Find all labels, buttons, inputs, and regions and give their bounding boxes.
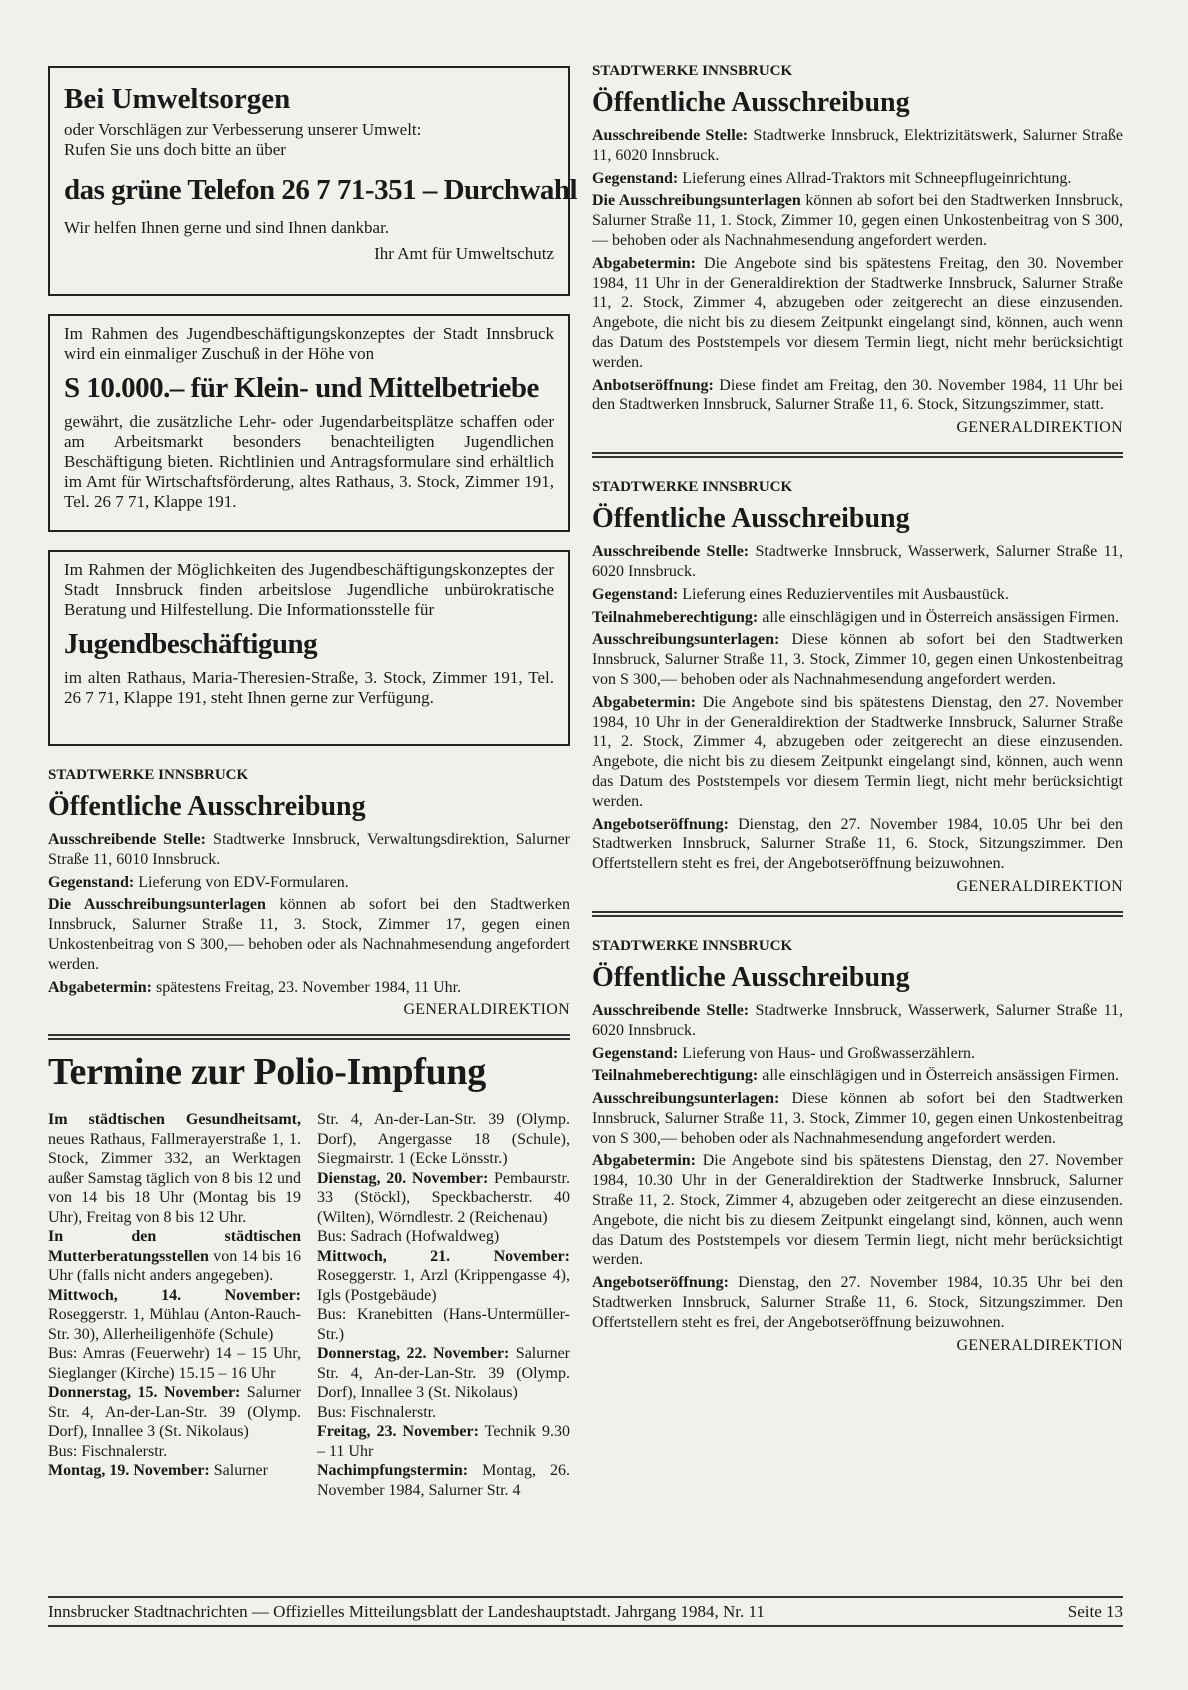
paragraph — [48, 1227, 301, 1286]
paragraph-label: Freitag, 23. November: — [317, 1423, 479, 1441]
paragraph-text: Lieferung eines Allrad-Traktors mit Schneepflugeinrichtung. — [678, 169, 1072, 187]
paragraph-text: Montag, 26. November 1984, Salurner Str. 4 — [317, 1462, 570, 1499]
paragraph-text: Die Angebote sind bis spätestens Dienstag, den 27. November 1984, 10 Uhr in der Generaldirektion der Stadtwerke Innsbruck, Salurner Straße 11, 2. Stock, Zimmer 4, abzugeben oder zeitgerecht an diese einzusenden. Angebote, die nicht bis zu diesem Zeitpunkt eingelangt sind, können, auch wenn das Datum des Poststempels vor diesem Termin liegt, nicht mehr berücksichtigt werden. — [592, 693, 1123, 810]
paragraph — [317, 1422, 570, 1461]
paragraph-text: Salurner — [209, 1462, 268, 1480]
paragraph-label: Angebotseröffnung: — [592, 815, 729, 833]
green-phone-number: das grüne Telefon 26 7 71-351 – Durchwahl — [64, 174, 578, 206]
paragraph-label: Anbotseröffnung: — [592, 376, 714, 394]
paragraph-text: Die Angebote sind bis spätestens Freitag, den 30. November 1984, 11 Uhr in der Generaldirektion der Stadtwerke Innsbruck, Salurner Straße 11, 2. Stock, Zimmer 4, abzugeben oder zeitgerecht an diese einzusenden. Angebote, die nicht bis zu diesem Zeitpunkt eingelangt sind, können, auch wenn das Datum des Poststempels vor diesem Termin liegt, nicht mehr berücksichtigt werden. — [592, 254, 1123, 371]
paragraph — [592, 815, 1123, 874]
environment-line-2: Rufen Sie uns doch bitte an über — [64, 140, 286, 159]
grant-body: gewährt, die zusätzliche Lehr- oder Jugendarbeitsplätze schaffen oder am Arbeitsmarkt besonders benachteiligten Jugendlichen Beschäftigung bieten. Richtlinien und Antragsformulare sind erhältlich im Amt für Wirtschaftsförderung, altes Rathaus, 3. Stock, Zimmer 191, Tel. 26 7 71, Klappe 191. — [64, 412, 554, 511]
paragraph-text: Stadtwerke Innsbruck, Wasserwerk, Salurner Straße 11, 6020 Innsbruck. — [592, 1001, 1124, 1039]
paragraph-label: Dienstag, 20. November: — [317, 1169, 489, 1187]
paragraph — [592, 542, 1123, 582]
tender-edv-forms — [48, 766, 570, 1020]
paragraph-label: Teilnahmeberechtigung: — [592, 608, 759, 626]
tender-headline: Öffentliche Ausschreibung — [592, 961, 910, 993]
paragraph-label: Ausschreibende Stelle: — [48, 831, 206, 848]
tender-headline: Öffentliche Ausschreibung — [592, 503, 910, 535]
paragraph-text: alle einschlägigen und in Österreich ansässigen Firmen. — [758, 608, 1120, 626]
paragraph-text: Dienstag, den 27. November 1984, 10.05 Uhr bei den Stadtwerken Innsbruck, Salurner Straße 11, 6. Stock, Sitzungszimmer. Den Offertstellern steht es frei, der Angebotseröffnung beizuwohnen. — [592, 815, 1123, 873]
paragraph-label: Abgabetermin: — [592, 254, 696, 272]
tender-headline: Öffentliche Ausschreibung — [592, 87, 910, 118]
publication-info: Innsbrucker Stadtnachrichten — Offizielles Mitteilungsblatt der Landeshauptstadt. Jahrgang 1984, Nr. 11 — [48, 1602, 765, 1621]
paragraph-text: Bus: Fischnalerstr. — [317, 1403, 437, 1421]
paragraph — [48, 895, 570, 974]
youth-employment-box — [48, 550, 570, 746]
paragraph — [592, 693, 1123, 812]
youth-body: im alten Rathaus, Maria-Theresien-Straße, 3. Stock, Zimmer 191, Tel. 26 7 71, Klappe 191, steht Ihnen gerne zur Verfügung. — [64, 668, 554, 707]
youth-title: Jugendbeschäftigung — [64, 628, 318, 660]
paragraph-text: Str. 4, An-der-Lan-Str. 39 (Olymp. Dorf), Angergasse 18 (Schule), Siegmairstr. 1 (Ecke Lönsstr.) — [317, 1111, 570, 1168]
paragraph-text: Roseggerstr. 1, Arzl (Krippengasse 4), Igls (Postgebäude) — [317, 1267, 570, 1304]
paragraph-label: Abgabetermin: — [48, 978, 152, 996]
paragraph-label: Ausschreibende Stelle: — [592, 1001, 750, 1019]
page-footer — [48, 1596, 1123, 1627]
paragraph-label: Angebotseröffnung: — [592, 1274, 729, 1292]
paragraph-text: Diese können ab sofort bei den Stadtwerken Innsbruck, Salurner Straße 11, 3. Stock, Zimmer 10, gegen einen Unkostenbeitrag von S 300,— behoben oder als Nachnahmesendung angefordert werden. — [592, 1090, 1123, 1147]
paragraph — [48, 1344, 301, 1383]
polio-section — [48, 1050, 570, 1500]
paragraph — [48, 1442, 301, 1462]
paragraph-label: Mittwoch, 14. November: — [48, 1286, 301, 1304]
paragraph — [48, 978, 570, 998]
paragraph — [48, 1383, 301, 1442]
paragraph — [48, 830, 570, 870]
paragraph-text: Bus: Kranebitten (Hans-Untermüller-Str.) — [317, 1306, 570, 1343]
paragraph — [592, 608, 1123, 628]
paragraph — [317, 1110, 570, 1169]
paragraph-label: Montag, 19. November: — [48, 1462, 210, 1480]
left-column — [48, 66, 578, 1500]
grant-amount: S 10.000.– für Klein- und Mittelbetriebe — [64, 372, 539, 404]
paragraph — [317, 1403, 570, 1423]
environment-line-3: Wir helfen Ihnen gerne und sind Ihnen dankbar. — [64, 218, 390, 237]
paragraph-text: Bus: Fischnalerstr. — [48, 1442, 168, 1460]
paragraph — [592, 585, 1123, 605]
paragraph — [317, 1227, 570, 1247]
paragraph-text: spätestens Freitag, 23. November 1984, 11 Uhr. — [151, 978, 462, 996]
paragraph — [317, 1344, 570, 1403]
paragraph-text: Die Angebote sind bis spätestens Dienstag, den 27. November 1984, 10.30 Uhr in der Generaldirektion der Stadtwerke Innsbruck, Salurner Straße 11, 2. Stock, Zimmer 4, abzugeben oder zeitgerecht an diese einzusenden. Angebote, die nicht bis zu diesem Zeitpunkt eingelangt sind, können, auch wenn das Datum des Poststempels vor diesem Termin liegt, nicht mehr berücksichtigt werden. — [592, 1152, 1123, 1269]
paragraph-label: Gegenstand: — [48, 873, 135, 891]
tender-kicker: STADTWERKE INNSBRUCK — [592, 937, 793, 954]
grant-notice-box — [48, 314, 570, 532]
double-rule — [592, 452, 1123, 458]
paragraph — [317, 1305, 570, 1344]
paragraph-label: Ausschreibungsunterlagen: — [592, 1090, 780, 1108]
environment-notice-box — [48, 66, 578, 296]
tender-notice — [592, 62, 1123, 438]
paragraph-text: Pembaurstr. 33 (Stöckl), Speckbacherstr. 40 (Wilten), Wörndlestr. 2 (Reichenau) — [317, 1169, 570, 1226]
paragraph — [592, 1151, 1123, 1270]
paragraph-text: Technik 9.30 – 11 Uhr — [317, 1423, 571, 1460]
environment-signature: Ihr Amt für Umweltschutz — [374, 244, 554, 263]
paragraph-text: Salurner Str. 4, An-der-Lan-Str. 39 (Olymp. Dorf), Innallee 3 (St. Nikolaus) — [48, 1384, 301, 1441]
paragraph-label: Donnerstag, 22. November: — [317, 1345, 510, 1363]
paragraph-label: Abgabetermin: — [592, 693, 696, 711]
paragraph-label: Gegenstand: — [592, 169, 679, 187]
paragraph — [592, 1273, 1123, 1332]
paragraph — [592, 126, 1123, 166]
polio-column-1 — [48, 1110, 301, 1500]
paragraph-text: Diese findet am Freitag, den 30. November 1984, 11 Uhr bei den Stadtwerken Innsbruck, Salurner Straße 11, 6. Stock, Sitzungszimmer, statt. — [592, 376, 1123, 414]
paragraph — [317, 1169, 570, 1228]
paragraph-label: In den städtischen Mutterberatungsstellen — [48, 1228, 301, 1265]
paragraph-text: Roseggerstr. 1, Mühlau (Anton-Rauch-Str. 30), Allerheiligenhöfe (Schule) — [48, 1306, 301, 1343]
paragraph-label: Im städtischen Gesundheitsamt, — [48, 1111, 301, 1129]
tender-signature: GENERALDIREKTION — [956, 1336, 1123, 1354]
paragraph — [592, 169, 1123, 189]
paragraph-label: Die Ausschreibungsunterlagen — [592, 192, 801, 210]
right-column — [592, 62, 1123, 1356]
page-number: Seite 13 — [1067, 1602, 1123, 1621]
paragraph-label: Mittwoch, 21. November: — [317, 1247, 570, 1265]
paragraph-text: neues Rathaus, Fallmerayerstraße 1, 1. Stock, Zimmer 332, an Werktagen außer Samstag täglich von 8 bis 12 und von 14 bis 18 Uhr (Montag bis 19 Uhr), Freitag von 8 bis 12 Uhr. — [48, 1130, 301, 1226]
tender-kicker: STADTWERKE INNSBRUCK — [592, 479, 793, 496]
double-rule — [592, 911, 1123, 917]
paragraph-text: Stadtwerke Innsbruck, Verwaltungsdirektion, Salurner Straße 11, 6010 Innsbruck. — [48, 831, 571, 868]
paragraph — [592, 1066, 1123, 1086]
paragraph — [48, 1110, 301, 1227]
paragraph-text: Stadtwerke Innsbruck, Elektrizitätswerk, Salurner Straße 11, 6020 Innsbruck. — [592, 127, 1124, 164]
grant-intro: Im Rahmen des Jugendbeschäftigungskonzeptes der Stadt Innsbruck wird ein einmaliger Zuschuß in der Höhe von — [64, 324, 554, 363]
youth-intro: Im Rahmen der Möglichkeiten des Jugendbeschäftigungskonzeptes der Stadt Innsbruck finden arbeitslose Jugendliche unbürokratische Beratung und Hilfestellung. Die Informationsstelle für — [64, 560, 554, 619]
paragraph-label: Gegenstand: — [592, 585, 679, 603]
paragraph-label: Abgabetermin: — [592, 1152, 696, 1170]
tender-signature: GENERALDIREKTION — [956, 419, 1123, 437]
paragraph-label: Ausschreibungsunterlagen: — [592, 631, 780, 649]
paragraph-text: von 14 bis 16 Uhr (falls nicht anders angegeben). — [48, 1247, 301, 1285]
paragraph-text: Bus: Sadrach (Hofwaldweg) — [317, 1228, 500, 1246]
paragraph-text: Lieferung eines Reduzierventiles mit Ausbaustück. — [678, 585, 1009, 603]
paragraph-label: Gegenstand: — [592, 1044, 679, 1062]
paragraph — [48, 1286, 301, 1345]
paragraph-text: alle einschlägigen und in Österreich ansässigen Firmen. — [758, 1067, 1120, 1085]
paragraph-text: Lieferung von EDV-Formularen. — [134, 873, 349, 891]
paragraph-text: Diese können ab sofort bei den Stadtwerken Innsbruck, Salurner Straße 11, 3. Stock, Zimmer 10, gegen einen Unkostenbeitrag von S 300,— behoben oder als Nachnahmesendung angefordert werden. — [592, 631, 1123, 688]
environment-line-1: oder Vorschlägen zur Verbesserung unserer Umwelt: — [64, 120, 422, 139]
paragraph-text: Stadtwerke Innsbruck, Wasserwerk, Salurner Straße 11, 6020 Innsbruck. — [592, 543, 1124, 580]
tender-kicker: STADTWERKE INNSBRUCK — [592, 63, 793, 79]
paragraph-text: Bus: Amras (Feuerwehr) 14 – 15 Uhr, Sieglanger (Kirche) 15.15 – 16 Uhr — [48, 1345, 301, 1382]
paragraph-text: können ab sofort bei den Stadtwerken Innsbruck, Salurner Straße 11, 1. Stock, Zimmer 10, gegen einen Unkostenbeitrag von S 300,— behoben oder als Nachnahmesendung angefordert werden. — [592, 192, 1123, 249]
paragraph — [48, 873, 570, 893]
tender-signature: GENERALDIREKTION — [403, 1001, 570, 1019]
paragraph — [592, 254, 1123, 373]
paragraph-text: Salurner Str. 4, An-der-Lan-Str. 39 (Olymp. Dorf), Innallee 3 (St. Nikolaus) — [317, 1345, 570, 1402]
paragraph-label: Ausschreibende Stelle: — [592, 127, 749, 144]
paragraph — [592, 1044, 1123, 1064]
paragraph — [592, 630, 1123, 689]
paragraph — [592, 1001, 1123, 1041]
environment-title: Bei Umweltsorgen — [64, 83, 291, 115]
polio-column-2 — [317, 1110, 570, 1500]
paragraph-label: Nachimpfungstermin: — [317, 1462, 469, 1480]
tender-signature: GENERALDIREKTION — [956, 877, 1123, 895]
paragraph-text: Dienstag, den 27. November 1984, 10.35 Uhr bei den Stadtwerken Innsbruck, Salurner Straße 11, 6. Stock, Sitzungszimmer. Den Offertstellern steht es frei, der Angebotseröffnung beizuwohnen. — [592, 1274, 1123, 1331]
tender-notice — [592, 937, 1123, 1356]
paragraph — [48, 1461, 301, 1481]
paragraph — [317, 1247, 570, 1306]
paragraph-label: Die Ausschreibungsunterlagen — [48, 896, 266, 914]
paragraph-text: Lieferung von Haus- und Großwasserzählern. — [678, 1044, 976, 1062]
paragraph-text: können ab sofort bei den Stadtwerken Innsbruck, Salurner Straße 11, 3. Stock, Zimmer 17, gegen einen Unkostenbeitrag von S 300,— behoben oder als Nachnahmesendung angefordert werden. — [48, 896, 571, 973]
paragraph-label: Teilnahmeberechtigung: — [592, 1067, 759, 1085]
paragraph — [592, 191, 1123, 250]
paragraph-label: Ausschreibende Stelle: — [592, 543, 750, 561]
polio-title: Termine zur Polio-Impfung — [48, 1051, 486, 1094]
double-rule — [48, 1034, 570, 1040]
paragraph — [317, 1461, 570, 1500]
paragraph — [592, 1089, 1123, 1148]
tender-notice — [592, 478, 1123, 897]
paragraph-label: Donnerstag, 15. November: — [48, 1384, 241, 1402]
paragraph — [592, 376, 1123, 416]
tender-kicker: STADTWERKE INNSBRUCK — [48, 767, 249, 783]
tender-headline: Öffentliche Ausschreibung — [48, 791, 366, 822]
